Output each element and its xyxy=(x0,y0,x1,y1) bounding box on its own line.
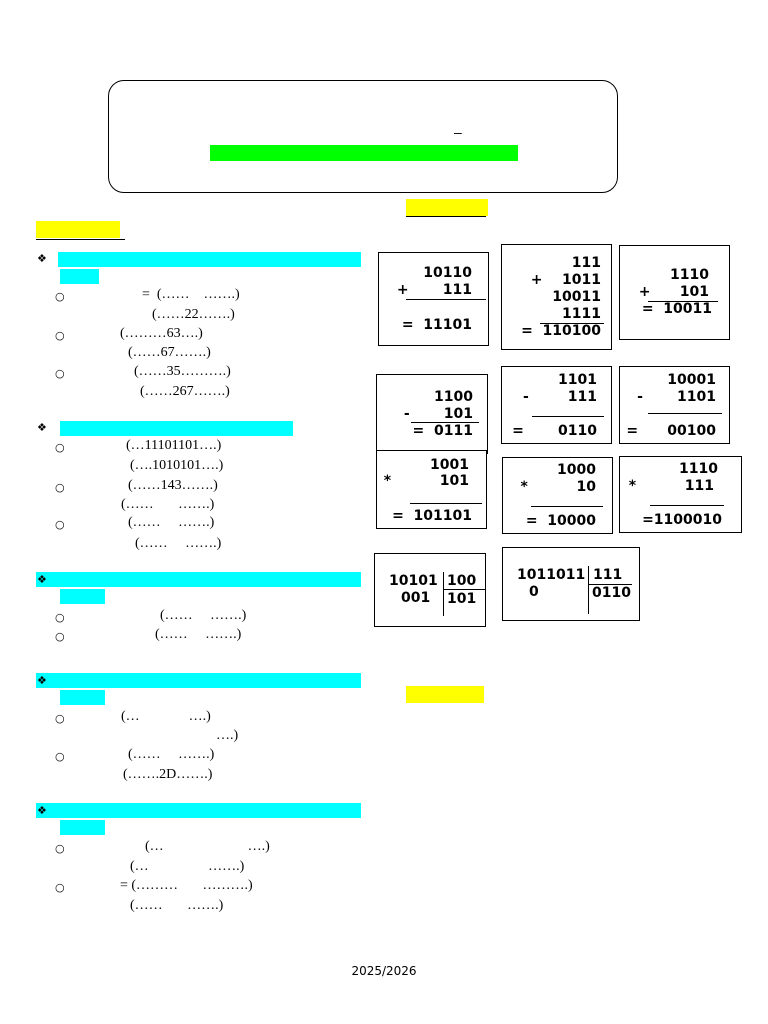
circle-bullet-icon: ○ xyxy=(55,290,65,303)
answer-line: (…… …….) xyxy=(135,536,222,551)
multiplication-exercise-3 xyxy=(619,456,742,533)
questions-underline xyxy=(36,239,125,240)
operand: - 111 xyxy=(522,389,597,405)
circle-bullet-icon: ○ xyxy=(55,881,65,894)
questions-highlight xyxy=(36,221,120,238)
operand: 1111 xyxy=(562,306,601,322)
remainder: 001 xyxy=(401,590,431,606)
addition-exercise-1 xyxy=(378,252,489,346)
operand: 1101 xyxy=(558,372,597,388)
divisor: 100 xyxy=(447,573,477,589)
answer-line: (……267…….) xyxy=(140,384,230,399)
result: = 101101 xyxy=(392,508,472,524)
quotient: 101 xyxy=(447,591,477,607)
answer-line: (… ….) xyxy=(145,839,270,854)
answer-highlight-top xyxy=(406,199,488,216)
remainder: 0 xyxy=(529,584,539,600)
result: = 11101 xyxy=(401,317,472,333)
divisor-line xyxy=(443,589,485,590)
answer-line: (…… …….) xyxy=(128,515,215,530)
answer-line: (… ….) xyxy=(121,709,211,724)
answer-underline xyxy=(406,216,486,217)
answer-line: (…….2D…….) xyxy=(123,767,213,782)
operand: 10001 xyxy=(667,372,716,388)
addition-exercise-2 xyxy=(501,244,612,350)
addition-exercise-3 xyxy=(619,245,730,340)
operand: 111 xyxy=(571,255,601,271)
section-heading-2 xyxy=(60,421,293,436)
answer-line: (…… …….) xyxy=(155,627,242,642)
operand: 1000 xyxy=(557,462,596,478)
answer-line: = (…… …….) xyxy=(142,287,240,302)
answer-line: (……22…….) xyxy=(152,307,235,322)
division-bar xyxy=(443,572,444,616)
answer-line: (……35……….) xyxy=(134,364,231,379)
circle-bullet-icon: ○ xyxy=(55,712,65,725)
result-line xyxy=(410,503,482,504)
dividend: 10101 xyxy=(389,573,438,589)
result: = 10011 xyxy=(641,301,712,317)
answer-line: (………63….) xyxy=(120,326,203,341)
result: = 10000 xyxy=(525,513,596,529)
division-bar xyxy=(588,566,589,614)
diamond-bullet-icon: ❖ xyxy=(37,422,47,434)
circle-bullet-icon: ○ xyxy=(55,481,65,494)
title-box xyxy=(108,80,618,193)
section-subheading-4 xyxy=(60,690,105,705)
circle-bullet-icon: ○ xyxy=(55,611,65,624)
division-exercise-2 xyxy=(502,547,640,621)
operand: - 1101 xyxy=(637,389,716,405)
answer-line: = (……… ……….) xyxy=(120,878,253,893)
section-subheading-5 xyxy=(60,820,105,835)
section-subheading-3 xyxy=(60,589,105,604)
multiplication-exercise-2 xyxy=(502,457,613,534)
diamond-bullet-icon: ❖ xyxy=(37,805,47,817)
result-line xyxy=(406,299,486,300)
operand: 10011 xyxy=(552,289,601,305)
circle-bullet-icon: ○ xyxy=(55,842,65,855)
result: = 00100 xyxy=(626,423,716,439)
answer-line: (…… …….) xyxy=(160,608,247,623)
section-heading-4 xyxy=(36,673,361,688)
result: =1100010 xyxy=(642,512,722,528)
quotient: 0110 xyxy=(592,585,631,601)
subtraction-exercise-3 xyxy=(619,366,730,444)
answer-line: (…… …….) xyxy=(130,898,224,913)
operand: * 101 xyxy=(383,473,469,489)
result-line xyxy=(650,505,724,506)
section-subheading-1 xyxy=(60,269,99,284)
answer-line: (…11101101….) xyxy=(126,438,222,453)
answer-line: (… …….) xyxy=(130,859,245,874)
subtraction-exercise-2 xyxy=(501,366,612,444)
operand: 1100 xyxy=(434,389,473,405)
operand: 1001 xyxy=(430,457,469,473)
result: = 0111 xyxy=(412,423,473,439)
result: = 0110 xyxy=(512,423,597,439)
answer-highlight-bottom xyxy=(406,686,484,703)
answer-line: (….1010101….) xyxy=(130,458,224,473)
division-exercise-1 xyxy=(374,553,486,627)
diamond-bullet-icon: ❖ xyxy=(37,253,47,265)
circle-bullet-icon: ○ xyxy=(55,441,65,454)
circle-bullet-icon: ○ xyxy=(55,750,65,763)
multiplication-exercise-1 xyxy=(376,450,487,529)
section-heading-5 xyxy=(36,803,361,818)
operand: * 111 xyxy=(628,478,714,494)
operand: 1110 xyxy=(679,461,718,477)
title-highlight-bar xyxy=(210,145,518,161)
circle-bullet-icon: ○ xyxy=(55,518,65,531)
circle-bullet-icon: ○ xyxy=(55,329,65,342)
operand: * 10 xyxy=(520,479,596,495)
operand: + 111 xyxy=(396,282,472,298)
result-line xyxy=(531,506,603,507)
section-heading-3 xyxy=(36,572,361,587)
operand: + 1011 xyxy=(530,272,601,288)
divisor: 111 xyxy=(593,567,623,583)
diamond-bullet-icon: ❖ xyxy=(37,574,47,586)
answer-line: (……67…….) xyxy=(128,345,211,360)
result: = 110100 xyxy=(521,323,601,339)
answer-line: ….) xyxy=(216,728,239,743)
dividend: 1011011 xyxy=(517,567,586,583)
answer-line: (…… …….) xyxy=(128,747,215,762)
title-dash: – xyxy=(454,124,462,140)
result-line xyxy=(532,416,604,417)
section-heading-1 xyxy=(58,252,361,267)
footer-year: 2025/2026 xyxy=(351,964,417,978)
answer-line: (……143…….) xyxy=(128,478,218,493)
circle-bullet-icon: ○ xyxy=(55,630,65,643)
result-line xyxy=(648,413,722,414)
subtraction-exercise-1 xyxy=(376,374,488,454)
operand: - 101 xyxy=(403,406,473,422)
diamond-bullet-icon: ❖ xyxy=(37,675,47,687)
operand: 10110 xyxy=(423,265,472,281)
answer-line: (…… …….) xyxy=(121,497,215,512)
operand: 1110 xyxy=(670,267,709,283)
operand: + 101 xyxy=(638,284,709,300)
circle-bullet-icon: ○ xyxy=(55,367,65,380)
